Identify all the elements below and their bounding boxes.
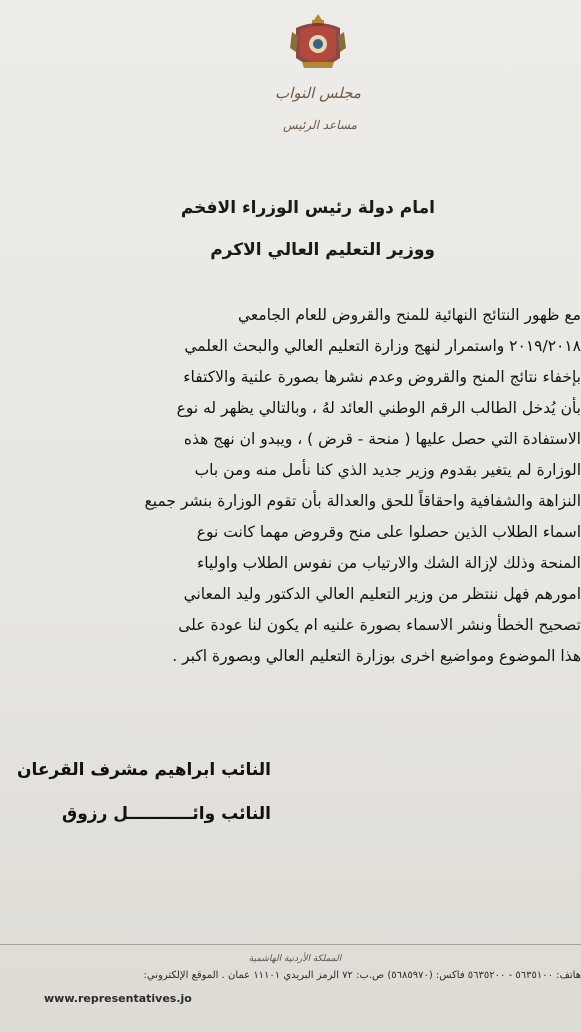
footer-contact: هاتف: ٥٦٣٥١٠٠ - ٥٦٣٥٢٠٠ فاكس: (٥٦٨٥٩٧٠) ص.ب: ٧٢ الرمز البريدي ١١١٠١ عمان . الموقع الإلكتروني: xyxy=(143,970,581,981)
signature-second: النائب وائـــــــــــل رزوق xyxy=(62,804,271,824)
footer-website-link[interactable]: www.representatives.jo xyxy=(44,992,192,1005)
body-line: اسماء الطلاب الذين حصلوا على منح وقروض مهما كانت نوع xyxy=(196,523,581,541)
addressee-line-2: ووزير التعليم العالي الاكرم xyxy=(210,240,435,260)
footer-kingdom: المملكة الأردنية الهاشمية xyxy=(248,954,342,964)
body-line: النزاهة والشفافية واحقاقاً للحق والعدالة بأن تقوم الوزارة بنشر جميع xyxy=(144,492,581,510)
coat-of-arms-icon xyxy=(288,12,348,76)
body-line: امورهم فهل ننتظر من وزير التعليم العالي الدكتور وليد المعاني xyxy=(183,585,581,603)
footer-divider xyxy=(0,944,581,945)
body-line: بأن يُدخل الطالب الرقم الوطني العائد لهُ ، وبالتالي يظهر له نوع xyxy=(176,399,581,417)
body-line: هذا الموضوع ومواضيع اخرى بوزارة التعليم العالي وبصورة اكبر . xyxy=(172,647,581,665)
body-line: الاستفادة التي حصل عليها ( منحة - قرض ) ، ويبدو ان نهج هذه xyxy=(183,430,581,448)
body-line: المنحة وذلك لإزالة الشك والارتياب من نفوس الطلاب واولياء xyxy=(196,554,581,572)
letterhead-council-name: مجلس النواب xyxy=(275,84,361,102)
body-line: ٢٠١٩/٢٠١٨ واستمرار لنهج وزارة التعليم العالي والبحث العلمي xyxy=(184,337,581,355)
body-line: الوزارة لم يتغير بقدوم وزير جديد الذي كنا نأمل منه ومن باب xyxy=(194,461,581,479)
addressee-line-1: امام دولة رئيس الوزراء الافخم xyxy=(180,198,435,218)
letterhead-role: مساعد الرئيس xyxy=(283,118,357,132)
body-line: مع ظهور النتائج النهائية للمنح والقروض للعام الجامعي xyxy=(237,306,581,324)
body-line: تصحيح الخطأ ونشر الاسماء بصورة علنيه ام يكون لنا عودة على xyxy=(178,616,581,634)
body-line: بإخفاء نتائج المنح والقروض وعدم نشرها بصورة علنية والاكتفاء xyxy=(183,368,581,386)
signature-first: النائب ابراهيم مشرف القرعان xyxy=(16,760,271,780)
letter-body xyxy=(11,300,581,672)
